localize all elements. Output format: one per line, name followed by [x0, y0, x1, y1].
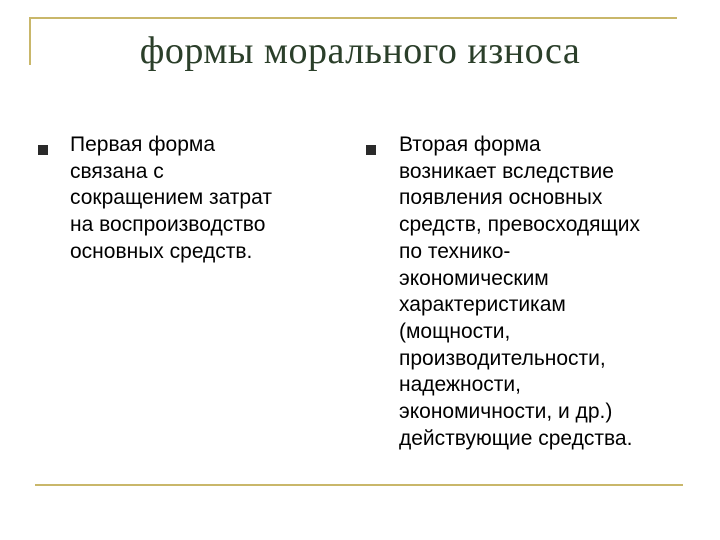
slide-title: формы морального износа: [139, 30, 581, 72]
top-divider-line: [29, 17, 677, 19]
square-bullet-icon: [366, 145, 376, 155]
bottom-divider-line: [35, 484, 683, 486]
square-bullet-icon: [38, 145, 48, 155]
right-bullet-text: Вторая форма возникает вследствие появления основных средств, превосходящих по технико- экономическим характеристикам (мощности, производительности, надежности, экономичности, и др.) действующие средства.: [399, 133, 641, 450]
left-bullet-text: Первая форма связана с сокращением затрат на воспроизводство основных средств.: [70, 133, 272, 263]
